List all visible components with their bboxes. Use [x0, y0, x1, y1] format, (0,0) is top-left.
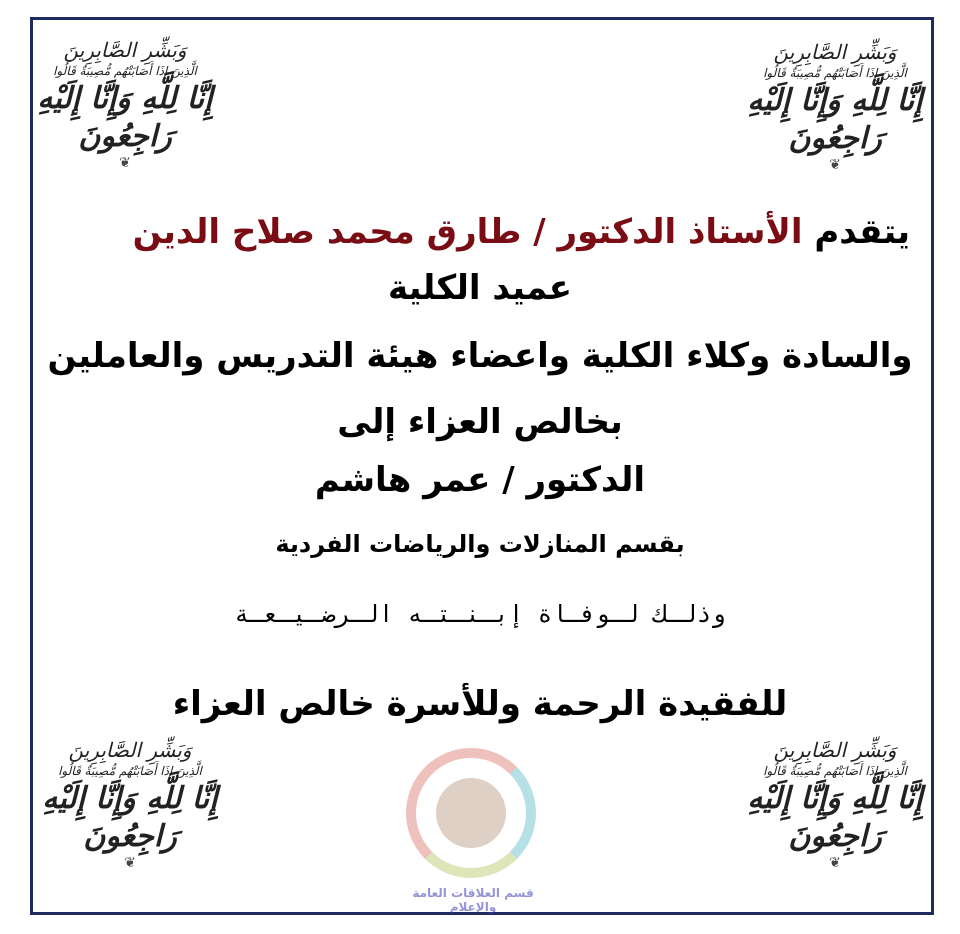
- verse-line-3: إِنَّا لِلَّهِ وَإِنَّا إِلَيْهِ رَاجِعُونَ: [37, 81, 213, 154]
- verse-calligraphy-top-left: [30, 38, 220, 171]
- condolence-line: بخالص العزاء إلى: [337, 402, 623, 442]
- intro-word: يتقدم: [814, 212, 910, 252]
- logo-caption: قسم العلاقات العامة والإعلام: [412, 886, 534, 914]
- ornament-icon: ❦: [124, 855, 136, 871]
- logo-emblem-icon: [436, 778, 506, 848]
- closing-line: للفقيدة الرحمة وللأسرة خالص العزاء: [172, 684, 788, 724]
- verse-line-2: الَّذِينَ إِذَا أَصَابَتْهُم مُّصِيبَةٌ قَالُوا: [53, 64, 197, 78]
- verse-line-2: الَّذِينَ إِذَا أَصَابَتْهُم مُّصِيبَةٌ قَالُوا: [763, 66, 907, 80]
- dean-title: عميد الكلية: [388, 268, 572, 308]
- verse-calligraphy-bottom-left: [35, 738, 225, 871]
- verse-line-2: الَّذِينَ إِذَا أَصَابَتْهُم مُّصِيبَةٌ قَالُوا: [763, 764, 907, 778]
- reason-line: وذلـك لـوفـاة إبـنـتـه الـرضـيـعـة: [234, 600, 726, 628]
- verse-line-3: إِنَّا لِلَّهِ وَإِنَّا إِلَيْهِ رَاجِعُونَ: [747, 781, 923, 854]
- intro-line: [110, 212, 910, 252]
- verse-line-1: وَبَشِّرِ الصَّابِرِينَ: [773, 40, 897, 64]
- recipient-name: الدكتور / عمر هاشم: [314, 460, 646, 500]
- verse-line-1: وَبَشِّرِ الصَّابِرِينَ: [773, 738, 897, 762]
- ornament-icon: ❦: [119, 155, 131, 171]
- verse-line-3: إِنَّا لِلَّهِ وَإِنَّا إِلَيْهِ رَاجِعُونَ: [747, 83, 923, 156]
- verse-line-1: وَبَشِّرِ الصَّابِرِينَ: [63, 38, 187, 62]
- verse-line-1: وَبَشِّرِ الصَّابِرِينَ: [68, 738, 192, 762]
- department-line: بقسم المنازلات والرياضات الفردية: [275, 530, 685, 558]
- dean-name: الأستاذ الدكتور / طارق محمد صلاح الدين: [132, 212, 803, 252]
- verse-calligraphy-bottom-right: [740, 738, 930, 871]
- verse-line-3: إِنَّا لِلَّهِ وَإِنَّا إِلَيْهِ رَاجِعُونَ: [42, 781, 218, 854]
- staff-line: والسادة وكلاء الكلية واعضاء هيئة التدريس والعاملين: [47, 336, 913, 376]
- ornament-icon: ❦: [829, 157, 841, 173]
- ornament-icon: ❦: [829, 855, 841, 871]
- verse-calligraphy-top-right: [740, 40, 930, 173]
- department-logo: [398, 748, 548, 918]
- verse-line-2: الَّذِينَ إِذَا أَصَابَتْهُم مُّصِيبَةٌ قَالُوا: [58, 764, 202, 778]
